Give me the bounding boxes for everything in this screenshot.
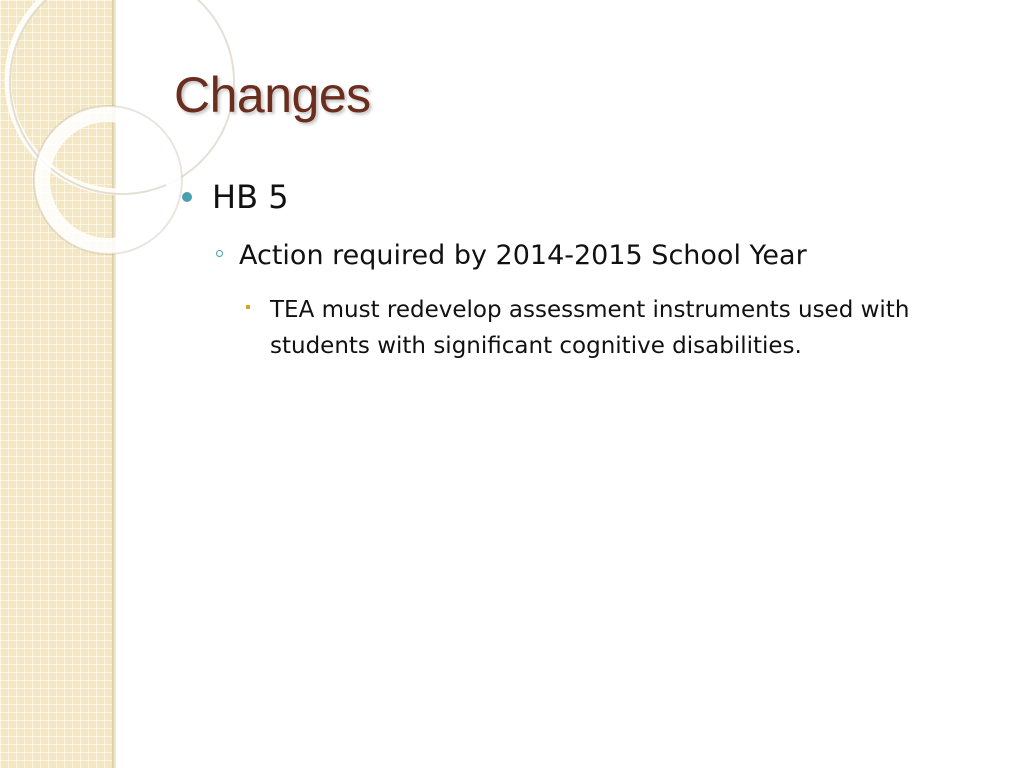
bullet-level2-text: Action required by 2014-2015 School Year (239, 240, 807, 271)
lower-ring-shadow (34, 106, 182, 254)
lower-ring (42, 114, 174, 246)
slide-title: Changes (174, 67, 371, 123)
bullet-level2 (216, 236, 807, 276)
filled-circle-bullet-icon (182, 192, 192, 202)
hollow-circle-bullet-icon (216, 250, 223, 257)
decorative-rings-graphic (0, 0, 130, 260)
bullet-level3-text: TEA must redevelop assessment instruments used with students with significant cognitive disabilities. (270, 297, 910, 359)
bullet-level1 (182, 176, 289, 218)
bullet-level3 (246, 292, 976, 364)
square-bullet-icon (246, 305, 250, 309)
bullet-level1-text: HB 5 (212, 178, 289, 216)
